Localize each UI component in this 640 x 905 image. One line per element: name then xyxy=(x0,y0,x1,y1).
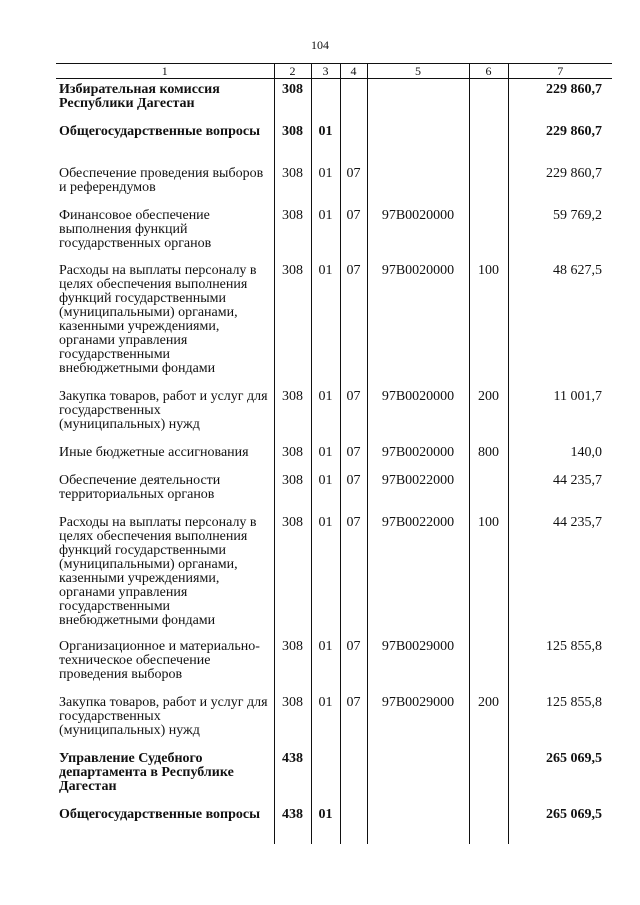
cell-expense-type: 100 xyxy=(469,260,508,386)
cell-admin-code: 308 xyxy=(274,163,311,205)
budget-table xyxy=(56,63,612,844)
cell-name: Общегосударственные вопросы xyxy=(59,806,261,822)
cell-expense-type xyxy=(469,470,508,512)
cell-expense-type xyxy=(469,205,508,260)
cell-name: Избирательная комиссия Республики Дагестан xyxy=(59,82,220,111)
cell-subsection: 07 xyxy=(340,260,367,386)
cell-target-article: 97В0022000 xyxy=(367,470,469,512)
header-col-4: 4 xyxy=(340,64,367,79)
table-row xyxy=(56,470,612,512)
cell-amount: 44 235,7 xyxy=(508,512,612,636)
table-row xyxy=(56,692,612,748)
header-col-3: 3 xyxy=(311,64,340,79)
cell-name: Организационное и материально-техническое обеспечение проведения выборов xyxy=(59,638,260,682)
cell-admin-code: 308 xyxy=(274,692,311,748)
cell-section: 01 xyxy=(311,163,340,205)
cell-target-article: 97В0020000 xyxy=(367,205,469,260)
cell-target-article xyxy=(367,121,469,163)
cell-section: 01 xyxy=(311,470,340,512)
table-row xyxy=(56,386,612,442)
cell-section: 01 xyxy=(311,260,340,386)
cell-amount: 229 860,7 xyxy=(508,121,612,163)
cell-expense-type xyxy=(469,163,508,205)
cell-target-article: 97В0029000 xyxy=(367,692,469,748)
cell-name: Иные бюджетные ассигнования xyxy=(59,444,249,460)
cell-admin-code: 308 xyxy=(274,205,311,260)
cell-name: Обеспечение проведения выборов и референдумов xyxy=(59,165,264,195)
cell-admin-code: 308 xyxy=(274,512,311,636)
cell-target-article xyxy=(367,804,469,844)
cell-subsection: 07 xyxy=(340,512,367,636)
table-row xyxy=(56,260,612,386)
cell-subsection: 07 xyxy=(340,692,367,748)
header-col-1: 1 xyxy=(56,64,274,79)
cell-admin-code: 308 xyxy=(274,121,311,163)
cell-amount: 229 860,7 xyxy=(508,163,612,205)
cell-section: 01 xyxy=(311,512,340,636)
table-row xyxy=(56,121,612,163)
cell-target-article xyxy=(367,163,469,205)
cell-section xyxy=(311,79,340,121)
cell-section: 01 xyxy=(311,442,340,470)
cell-expense-type xyxy=(469,121,508,163)
cell-subsection: 07 xyxy=(340,442,367,470)
cell-expense-type: 200 xyxy=(469,386,508,442)
cell-subsection: 07 xyxy=(340,205,367,260)
header-col-2: 2 xyxy=(274,64,311,79)
cell-admin-code: 308 xyxy=(274,386,311,442)
cell-target-article: 97В0020000 xyxy=(367,260,469,386)
cell-section: 01 xyxy=(311,121,340,163)
cell-amount: 125 855,8 xyxy=(508,692,612,748)
table-row xyxy=(56,205,612,260)
cell-section xyxy=(311,748,340,804)
cell-amount: 265 069,5 xyxy=(508,804,612,844)
cell-name: Управление Судебного департамента в Республике Дагестан xyxy=(59,750,234,794)
cell-expense-type xyxy=(469,636,508,692)
header-col-5: 5 xyxy=(367,64,469,79)
cell-expense-type xyxy=(469,79,508,121)
cell-target-article: 97В0020000 xyxy=(367,386,469,442)
cell-subsection: 07 xyxy=(340,470,367,512)
cell-amount: 229 860,7 xyxy=(508,79,612,121)
cell-amount: 125 855,8 xyxy=(508,636,612,692)
cell-name: Закупка товаров, работ и услуг для государственных (муниципальных) нужд xyxy=(59,388,268,432)
page-number: 104 xyxy=(311,38,329,52)
cell-admin-code: 308 xyxy=(274,79,311,121)
cell-admin-code: 308 xyxy=(274,260,311,386)
cell-section: 01 xyxy=(311,636,340,692)
cell-name: Финансовое обеспечение выполнения функций государственных органов xyxy=(59,207,212,251)
table-row xyxy=(56,79,612,121)
cell-admin-code: 438 xyxy=(274,804,311,844)
cell-amount: 44 235,7 xyxy=(508,470,612,512)
cell-name: Обеспечение деятельности территориальных органов xyxy=(59,472,221,502)
cell-subsection xyxy=(340,121,367,163)
cell-target-article: 97В0022000 xyxy=(367,512,469,636)
cell-amount: 11 001,7 xyxy=(508,386,612,442)
header-col-7: 7 xyxy=(508,64,612,79)
cell-subsection xyxy=(340,748,367,804)
cell-amount: 59 769,2 xyxy=(508,205,612,260)
header-row xyxy=(56,64,612,79)
cell-subsection xyxy=(340,804,367,844)
cell-subsection: 07 xyxy=(340,163,367,205)
cell-section: 01 xyxy=(311,386,340,442)
table-row xyxy=(56,442,612,470)
cell-target-article: 97В0020000 xyxy=(367,442,469,470)
table-row xyxy=(56,804,612,844)
cell-amount: 265 069,5 xyxy=(508,748,612,804)
cell-amount: 140,0 xyxy=(508,442,612,470)
cell-target-article xyxy=(367,748,469,804)
cell-expense-type xyxy=(469,748,508,804)
cell-section: 01 xyxy=(311,692,340,748)
table-row xyxy=(56,636,612,692)
cell-name: Общегосударственные вопросы xyxy=(59,123,261,139)
cell-expense-type xyxy=(469,804,508,844)
cell-admin-code: 308 xyxy=(274,636,311,692)
cell-admin-code: 308 xyxy=(274,442,311,470)
cell-subsection: 07 xyxy=(340,636,367,692)
cell-target-article xyxy=(367,79,469,121)
cell-admin-code: 438 xyxy=(274,748,311,804)
cell-admin-code: 308 xyxy=(274,470,311,512)
cell-amount: 48 627,5 xyxy=(508,260,612,386)
cell-name: Расходы на выплаты персоналу в целях обеспечения выполнения функций государственными (муниципальными) органами, казенными учреждениями, органами управления государственными внебюджетными фондами xyxy=(59,262,257,376)
cell-name: Закупка товаров, работ и услуг для государственных (муниципальных) нужд xyxy=(59,694,268,738)
cell-section: 01 xyxy=(311,205,340,260)
table-row xyxy=(56,512,612,636)
cell-section: 01 xyxy=(311,804,340,844)
header-col-6: 6 xyxy=(469,64,508,79)
cell-target-article: 97В0029000 xyxy=(367,636,469,692)
table-row xyxy=(56,163,612,205)
cell-expense-type: 200 xyxy=(469,692,508,748)
cell-subsection xyxy=(340,79,367,121)
cell-subsection: 07 xyxy=(340,386,367,442)
table-row xyxy=(56,748,612,804)
cell-name: Расходы на выплаты персоналу в целях обеспечения выполнения функций государственными (муниципальными) органами, казенными учреждениями, органами управления государственными внебюджетными фондами xyxy=(59,514,257,628)
cell-expense-type: 100 xyxy=(469,512,508,636)
cell-expense-type: 800 xyxy=(469,442,508,470)
